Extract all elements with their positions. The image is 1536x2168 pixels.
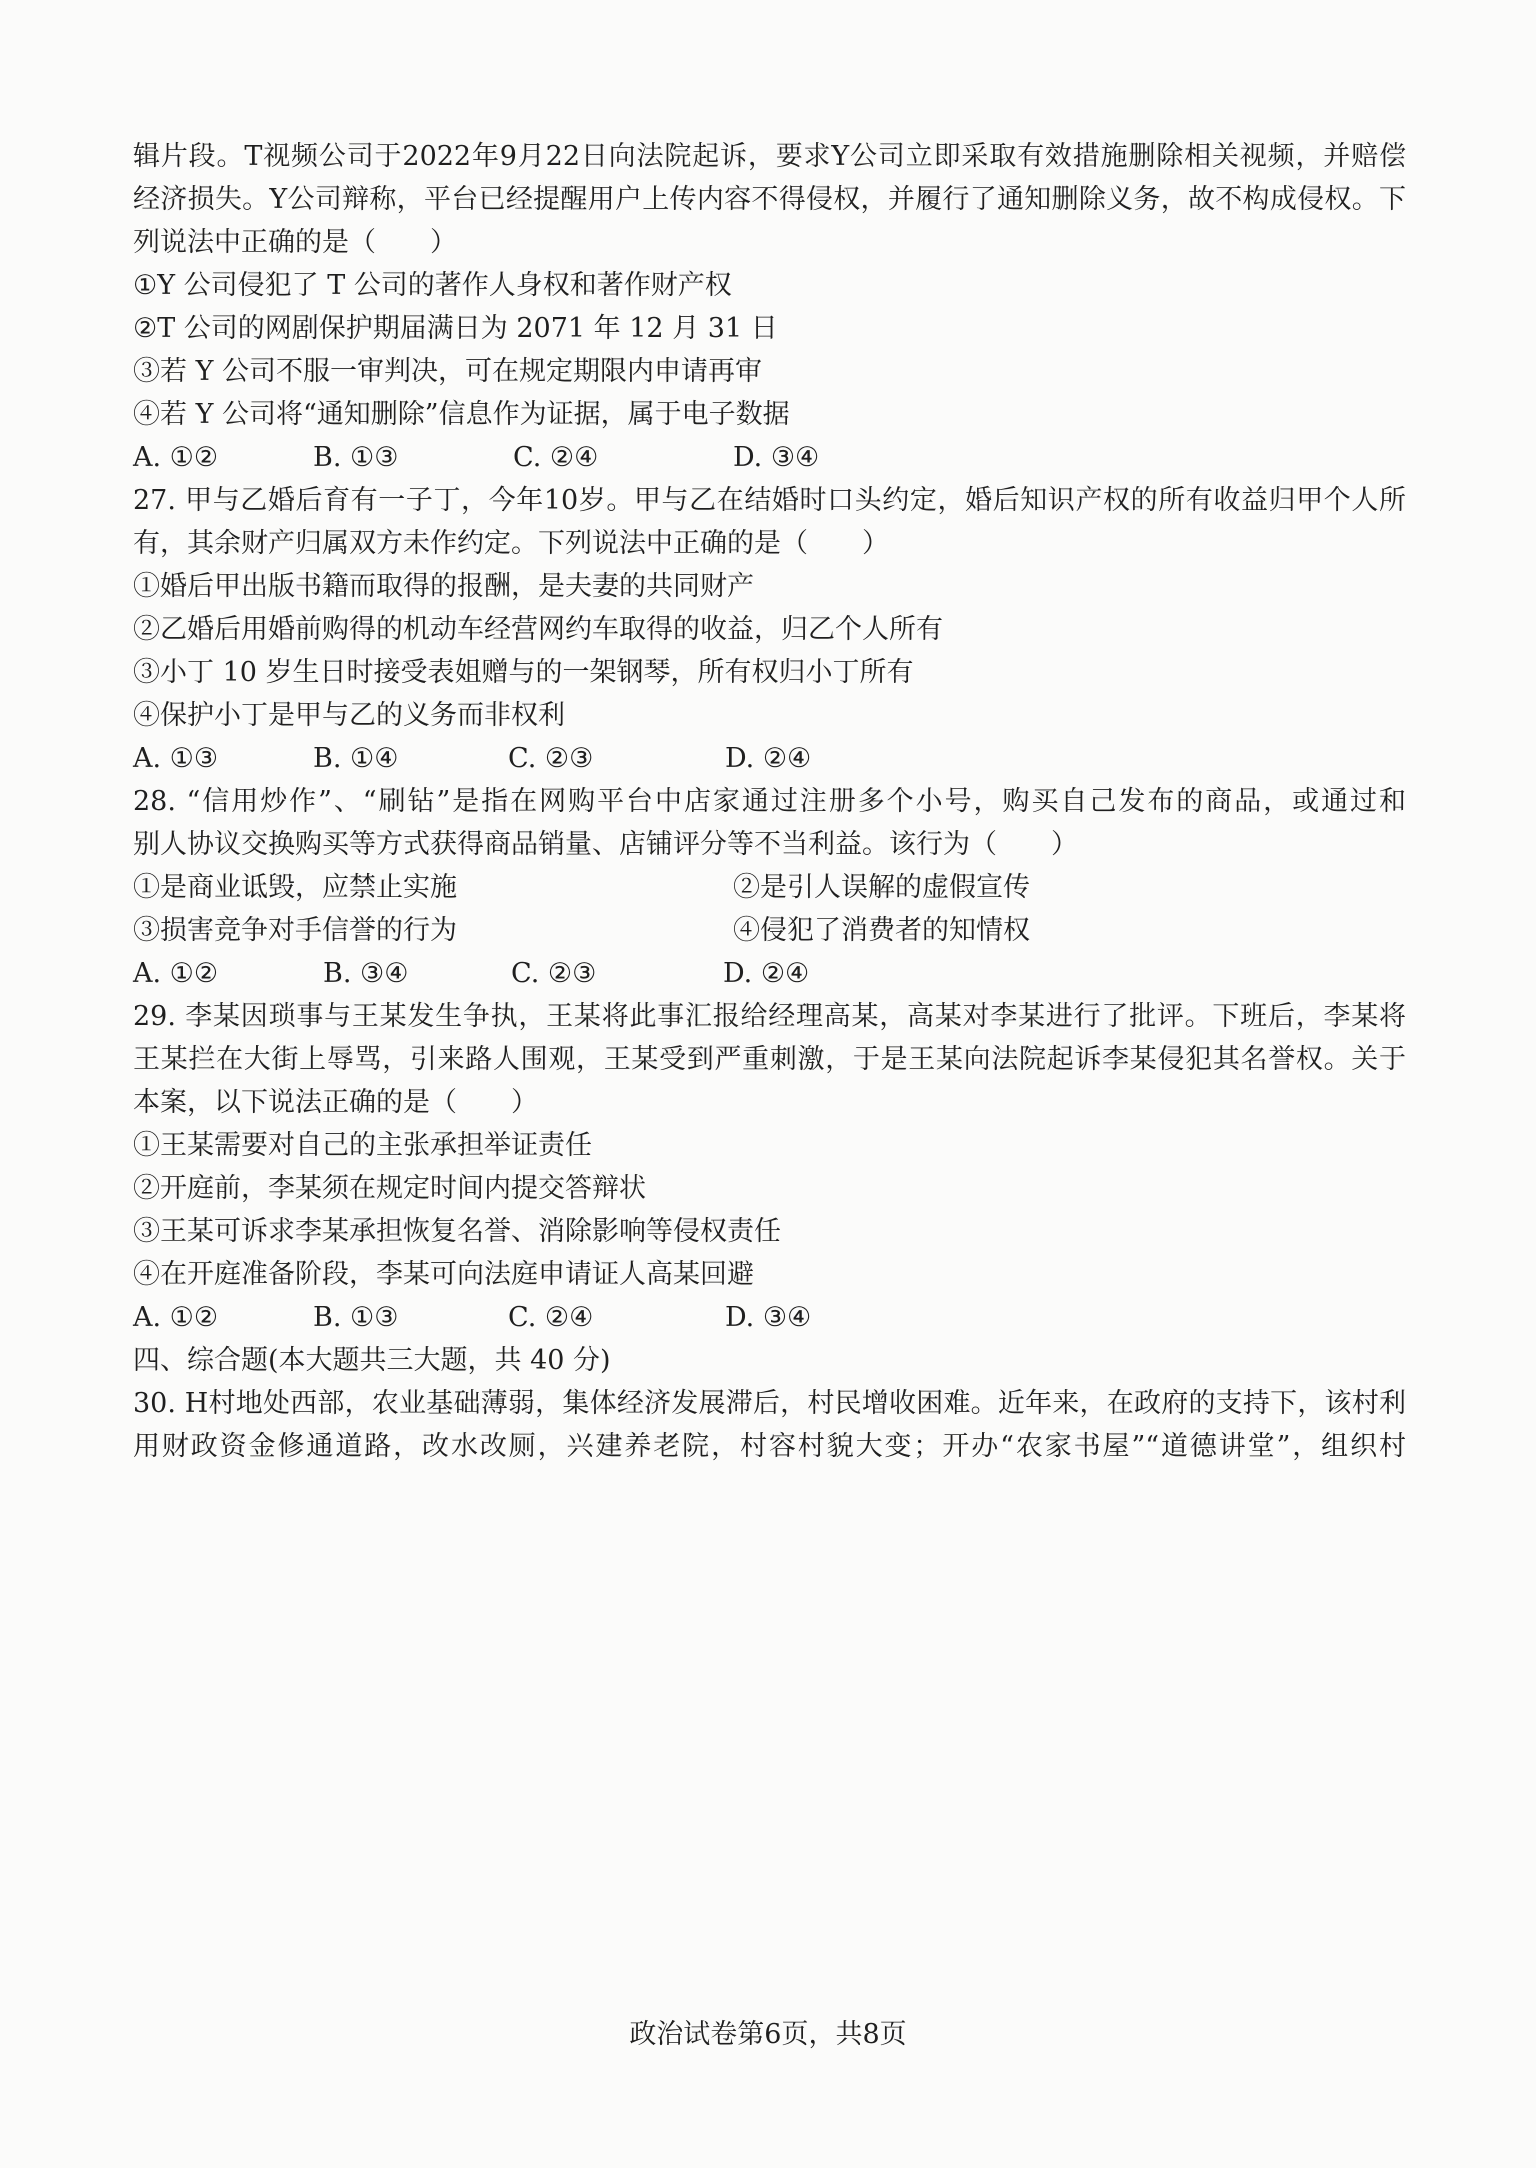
q27-item-4: ④保护小丁是甲与乙的义务而非权利 [133,700,565,731]
q26-option-c: C. ②④ [513,442,599,473]
q30-stem-line-1: 30. H村地处西部，农业基础薄弱，集体经济发展滞后，村民增收困难。近年来，在政府的支持下，该村利 [133,1388,1406,1419]
q27-option-d: D. ②④ [725,743,812,774]
q27-item-3: ③小丁 10 岁生日时接受表姐赠与的一架钢琴，所有权归小丁所有 [133,657,914,688]
q28-item-3: ③损害竞争对手信誉的行为 [133,915,457,946]
q26-option-b: B. ①③ [313,442,399,473]
q29-option-b: B. ①③ [313,1302,399,1333]
q28-item-2: ②是引人误解的虚假宣传 [733,872,1030,903]
q29-item-4: ④在开庭准备阶段，李某可向法庭申请证人高某回避 [133,1259,754,1290]
q28-stem-line-1: 28. “信用炒作”、“刷钻”是指在网购平台中店家通过注册多个小号，购买自己发布的商品，或通过和 [133,786,1406,817]
q26-stem-line-3: 列说法中正确的是（ ） [133,227,457,258]
q27-option-c: C. ②③ [508,743,594,774]
page-footer: 政治试卷第6页，共8页 [629,2019,907,2050]
q26-item-3: ③若 Y 公司不服一审判决，可在规定期限内申请再审 [133,356,762,387]
q29-item-1: ①王某需要对自己的主张承担举证责任 [133,1130,592,1161]
q28-stem-line-2: 别人协议交换购买等方式获得商品销量、店铺评分等不当利益。该行为（ ） [133,829,1078,860]
q26-item-1: ①Y 公司侵犯了 T 公司的著作人身权和著作财产权 [133,270,732,301]
section-heading: 四、综合题(本大题共三大题，共 40 分) [133,1345,611,1376]
q29-option-a: A. ①② [133,1302,219,1333]
q27-item-1: ①婚后甲出版书籍而取得的报酬，是夫妻的共同财产 [133,571,754,602]
q28-option-a: A. ①② [133,958,219,989]
q27-item-2: ②乙婚后用婚前购得的机动车经营网约车取得的收益，归乙个人所有 [133,614,943,645]
q29-option-c: C. ②④ [508,1302,594,1333]
q26-item-2: ②T 公司的网剧保护期届满日为 2071 年 12 月 31 日 [133,313,778,344]
q27-option-b: B. ①④ [313,743,399,774]
q29-item-3: ③王某可诉求李某承担恢复名誉、消除影响等侵权责任 [133,1216,781,1247]
q28-option-b: B. ③④ [323,958,409,989]
q27-stem-line-2: 有，其余财产归属双方未作约定。下列说法中正确的是（ ） [133,528,889,559]
q28-item-1: ①是商业诋毁，应禁止实施 [133,872,457,903]
q26-stem-line-1: 辑片段。T视频公司于2022年9月22日向法院起诉，要求Y公司立即采取有效措施删除相关视频，并赔偿 [133,141,1406,172]
q28-item-4: ④侵犯了消费者的知情权 [733,915,1030,946]
q26-stem-line-2: 经济损失。Y公司辩称，平台已经提醒用户上传内容不得侵权，并履行了通知删除义务，故不构成侵权。下 [133,184,1406,215]
q28-option-c: C. ②③ [511,958,597,989]
q26-option-a: A. ①② [133,442,219,473]
q30-stem-line-2: 用财政资金修通道路，改水改厕，兴建养老院，村容村貌大变；开办“农家书屋”“道德讲堂”，组织村 [133,1431,1406,1462]
q29-stem-line-2: 王某拦在大街上辱骂，引来路人围观，王某受到严重刺激，于是王某向法院起诉李某侵犯其名誉权。关于 [133,1044,1406,1075]
q29-stem-line-1: 29. 李某因琐事与王某发生争执，王某将此事汇报给经理高某，高某对李某进行了批评。下班后，李某将 [133,1001,1406,1032]
q29-item-2: ②开庭前，李某须在规定时间内提交答辩状 [133,1173,646,1204]
q27-option-a: A. ①③ [133,743,219,774]
q27-stem-line-1: 27. 甲与乙婚后育有一子丁，今年10岁。甲与乙在结婚时口头约定，婚后知识产权的所有收益归甲个人所 [133,485,1406,516]
q29-stem-line-3: 本案，以下说法正确的是（ ） [133,1087,538,1118]
q29-option-d: D. ③④ [725,1302,812,1333]
q26-item-4: ④若 Y 公司将“通知删除”信息作为证据，属于电子数据 [133,399,790,430]
q26-option-d: D. ③④ [733,442,820,473]
q28-option-d: D. ②④ [723,958,810,989]
